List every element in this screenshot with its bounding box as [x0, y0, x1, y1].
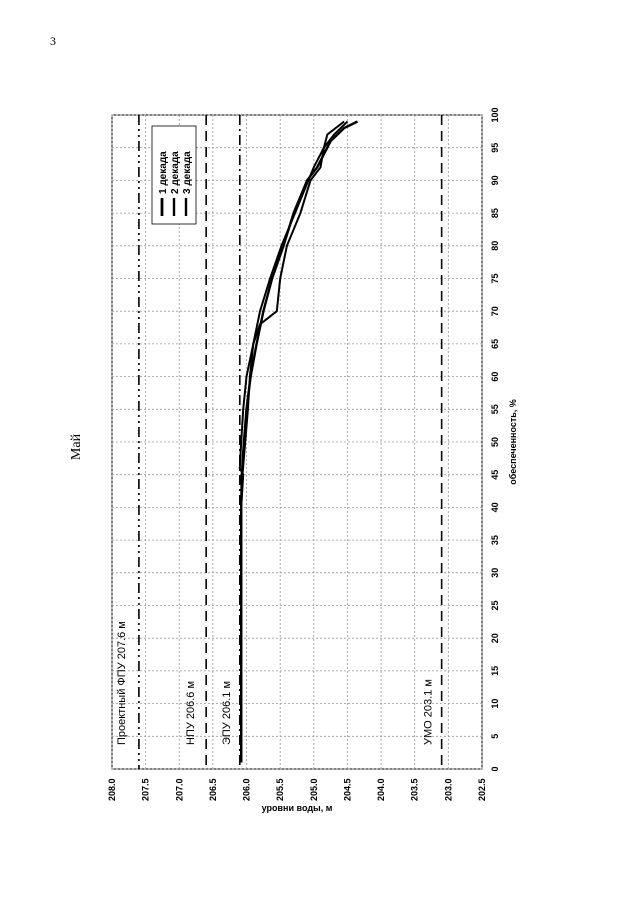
x-tick-label: 35: [490, 535, 500, 546]
y-tick-label: 205.5: [275, 778, 286, 801]
y-tick-label: 203.0: [443, 778, 454, 801]
x-tick-label: 55: [490, 404, 500, 415]
legend-label: 1 декада: [158, 151, 169, 194]
x-tick-label: 25: [490, 600, 500, 611]
y-tick-label: 206.0: [241, 778, 252, 801]
x-tick-label: 15: [490, 665, 500, 676]
reference-line-label: УМО 203.1 м: [422, 679, 435, 745]
x-tick-label: 45: [490, 469, 500, 480]
x-tick-label: 65: [490, 338, 500, 349]
reference-line-label: НПУ 206.6 м: [185, 680, 198, 745]
x-tick-label: 0: [490, 766, 500, 772]
legend-label: 2 декада: [170, 151, 181, 194]
x-tick-label: 100: [490, 107, 500, 123]
y-tick-label: 207.0: [174, 778, 185, 801]
page-number: 3: [50, 34, 56, 48]
x-tick-label: 60: [490, 371, 500, 382]
y-tick-label: 204.5: [342, 778, 353, 801]
x-tick-label: 85: [490, 208, 500, 219]
y-tick-label: 205.0: [308, 778, 319, 801]
x-tick-label: 50: [490, 436, 500, 448]
y-axis-label: уровни воды, м: [261, 803, 333, 813]
x-axis-label: обеспеченность, %: [508, 399, 518, 485]
x-tick-label: 95: [490, 142, 500, 153]
x-tick-label: 90: [490, 175, 500, 186]
y-tick-label: 207.5: [140, 778, 151, 801]
y-tick-label: 208.0: [107, 778, 117, 801]
y-tick-label: 203.5: [409, 778, 420, 801]
x-tick-label: 75: [490, 273, 500, 284]
reference-line-label: Проектный ФПУ 207.6 м: [115, 621, 128, 745]
x-tick-label: 5: [490, 733, 500, 739]
reference-line-label: ЭПУ 206.1 м: [220, 680, 233, 745]
y-tick-label: 204.0: [376, 778, 387, 801]
legend-label: 3 декада: [182, 151, 193, 194]
x-tick-label: 10: [490, 698, 500, 709]
chart-title: Май: [69, 433, 84, 461]
y-tick-label: 206.5: [207, 778, 218, 801]
x-tick-label: 70: [490, 306, 500, 317]
x-tick-label: 40: [490, 502, 500, 513]
x-tick-label: 30: [490, 567, 500, 578]
y-tick-label: 202.5: [477, 778, 487, 801]
x-tick-label: 20: [490, 633, 500, 644]
x-tick-label: 80: [490, 240, 500, 251]
